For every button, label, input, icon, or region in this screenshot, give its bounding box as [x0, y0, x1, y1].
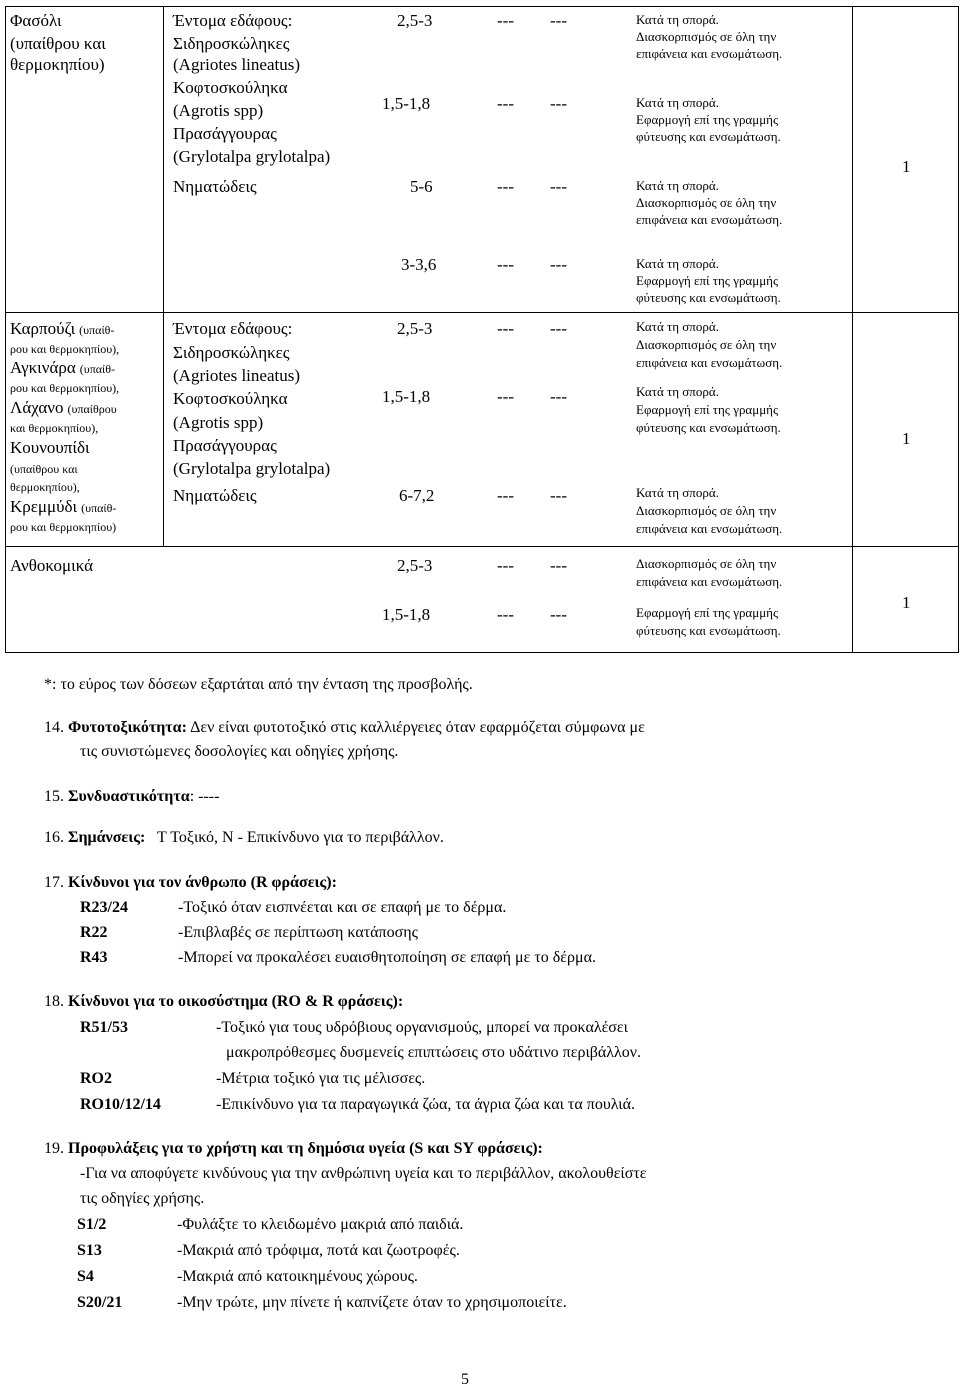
r-code: R51/53: [80, 1019, 128, 1036]
method-text: φύτευσης και ενσωμάτωση.: [636, 290, 781, 305]
table-col-divider: [163, 6, 164, 547]
section-19-title: Προφυλάξεις για το χρήστη και τη δημόσια υγεία (S και SY φράσεις):: [68, 1140, 543, 1157]
dose-dash: ---: [497, 486, 514, 505]
dose-dash: ---: [497, 605, 514, 624]
table-border-left: [5, 6, 6, 653]
method-text: φύτευσης και ενσωμάτωση.: [636, 129, 781, 144]
method-text: Εφαρμογή επί της γραμμής: [636, 112, 779, 127]
dose-dash: ---: [550, 319, 567, 338]
method-text: επιφάνεια και ενσωμάτωση.: [636, 46, 783, 61]
r-code: RO10/12/14: [80, 1096, 161, 1113]
method-text: Διασκορπισμός σε όλη την: [636, 503, 777, 518]
dose-value: 2,5-3: [397, 319, 433, 338]
r-code: R22: [80, 924, 108, 941]
crop-note: και θερμοκηπίου),: [10, 421, 99, 435]
pest-label: Πρασάγγουρας: [173, 124, 277, 143]
section-16-title: Σημάνσεις:: [68, 829, 146, 846]
method-text: Κατά τη σπορά.: [636, 384, 719, 399]
section-16: 16. Σημάνσεις: Τ Τοξικό, Ν - Επικίνδυνο για το περιβάλλον.: [44, 829, 444, 846]
table-row-divider: [5, 546, 959, 547]
dose-dash: ---: [497, 11, 514, 30]
section-18-title: Κίνδυνοι για το οικοσύστημα (RO & R φράσεις):: [68, 993, 404, 1010]
dose-value: 1,5-1,8: [382, 605, 431, 624]
method-text: Κατά τη σπορά.: [636, 12, 719, 27]
table-border-top: [5, 6, 959, 7]
dose-dash: ---: [550, 94, 567, 113]
pest-label: (Agrotis spp): [173, 101, 264, 120]
r-text: -Επικίνδυνο για τα παραγωγικά ζώα, τα άγρια ζώα και τα πουλιά.: [216, 1096, 635, 1113]
dose-dash: ---: [497, 255, 514, 274]
crop-name: Κρεμμύδι: [10, 497, 78, 516]
section-19-intro: -Για να αποφύγετε κινδύνους για την ανθρώπινη υγεία και το περιβάλλον, ακολουθείστε: [80, 1165, 647, 1182]
pest-label: Σιδηροσκώληκες: [173, 34, 290, 53]
dose-dash: ---: [550, 605, 567, 624]
r-code: R23/24: [80, 899, 128, 916]
crop-note: (υπαίθ-: [81, 501, 117, 515]
s-code: S1/2: [77, 1216, 107, 1233]
method-text: φύτευσης και ενσωμάτωση.: [636, 420, 781, 435]
crop-name: Κουνουπίδι: [10, 438, 90, 457]
crop-name: (υπαίθρου και: [10, 34, 106, 53]
section-15: 15. Συνδυαστικότητα: ----: [44, 788, 220, 805]
r-text: -Μπορεί να προκαλέσει ευαισθητοποίηση σε επαφή με το δέρμα.: [178, 949, 596, 966]
pest-label: Πρασάγγουρας: [173, 436, 277, 455]
method-text: επιφάνεια και ενσωμάτωση.: [636, 574, 783, 589]
dose-value: 6-7,2: [399, 486, 435, 505]
pest-label: (Agrotis spp): [173, 413, 264, 432]
dose-dash: ---: [497, 177, 514, 196]
pest-label: Έντομα εδάφους:: [173, 319, 293, 338]
dose-dash: ---: [550, 11, 567, 30]
r-text: -Τοξικό για τους υδρόβιους οργανισμούς, μπορεί να προκαλέσει: [216, 1019, 628, 1036]
count-value: 1: [902, 429, 911, 448]
dose-value: 3-3,6: [401, 255, 437, 274]
pest-label: Έντομα εδάφους:: [173, 11, 293, 30]
dose-value: 2,5-3: [397, 556, 433, 575]
dose-dash: ---: [497, 94, 514, 113]
dose-dash: ---: [550, 255, 567, 274]
crop-note: θερμοκηπίου),: [10, 480, 80, 494]
s-text: -Μην τρώτε, μην πίνετε ή καπνίζετε όταν το χρησιμοποιείτε.: [177, 1294, 567, 1311]
section-17: 17. Κίνδυνοι για τον άνθρωπο (R φράσεις):: [44, 874, 337, 891]
crop-name: Φασόλι: [10, 11, 62, 30]
method-text: Εφαρμογή επί της γραμμής: [636, 273, 779, 288]
section-17-title: Κίνδυνοι για τον άνθρωπο (R φράσεις):: [68, 874, 337, 891]
crop-note: (υπαίθρου και: [10, 462, 78, 476]
method-text: επιφάνεια και ενσωμάτωση.: [636, 355, 783, 370]
method-text: Διασκορπισμός σε όλη την: [636, 556, 777, 571]
crop-note: ρου και θερμοκηπίου),: [10, 381, 120, 395]
dose-dash: ---: [550, 387, 567, 406]
method-text: Κατά τη σπορά.: [636, 485, 719, 500]
crop-note: (υπαίθ-: [79, 323, 115, 337]
section-18: 18. Κίνδυνοι για το οικοσύστημα (RO & R φράσεις):: [44, 993, 404, 1010]
section-14-title: Φυτοτοξικότητα:: [68, 719, 187, 736]
s-code: S13: [77, 1242, 102, 1259]
crop-name: Λάχανο: [10, 398, 64, 417]
dose-value: 1,5-1,8: [382, 94, 431, 113]
section-14: 14. Φυτοτοξικότητα: Δεν είναι φυτοτοξικό στις καλλιέργειες όταν εφαρμόζεται σύμφωνα με: [44, 719, 645, 736]
crop-name: Ανθοκομικά: [10, 556, 94, 575]
crop-note: (υπαίθρου: [67, 402, 117, 416]
table-col-divider: [852, 6, 853, 653]
r-code: RO2: [80, 1070, 112, 1087]
dose-dash: ---: [550, 486, 567, 505]
table-row-divider: [5, 312, 959, 313]
count-value: 1: [902, 157, 911, 176]
dose-value: 2,5-3: [397, 11, 433, 30]
dose-dash: ---: [497, 387, 514, 406]
method-text: Διασκορπισμός σε όλη την: [636, 29, 777, 44]
crop-name: Καρπούζι: [10, 319, 76, 338]
r-text: -Επιβλαβές σε περίπτωση κατάποσης: [178, 924, 418, 941]
pest-label: (Agriotes lineatus): [173, 366, 300, 385]
dose-dash: ---: [550, 556, 567, 575]
s-text: -Μακριά από κατοικημένους χώρους.: [177, 1268, 418, 1285]
dose-dash: ---: [497, 319, 514, 338]
pest-label: Κοφτοσκούληκα: [173, 389, 288, 408]
crop-note: ρου και θερμοκηπίου),: [10, 342, 120, 356]
dose-value: 5-6: [410, 177, 433, 196]
method-text: Εφαρμογή επί της γραμμής: [636, 402, 779, 417]
r-text: μακροπρόθεσμες δυσμενείς επιπτώσεις στο υδάτινο περιβάλλον.: [226, 1044, 642, 1061]
pest-label: Κοφτοσκούληκα: [173, 78, 288, 97]
method-text: Κατά τη σπορά.: [636, 178, 719, 193]
footnote: *: το εύρος των δόσεων εξαρτάται από την ένταση της προσβολής.: [44, 676, 473, 693]
pest-label: (Agriotes lineatus): [173, 55, 300, 74]
pest-label: Σιδηροσκώληκες: [173, 343, 290, 362]
method-text: Κατά τη σπορά.: [636, 256, 719, 271]
s-code: S4: [77, 1268, 94, 1285]
r-text: -Τοξικό όταν εισπνέεται και σε επαφή με το δέρμα.: [178, 899, 507, 916]
crop-note: (υπαίθ-: [79, 362, 116, 376]
method-text: φύτευσης και ενσωμάτωση.: [636, 623, 781, 638]
section-15-title: Συνδυαστικότητα: [68, 788, 190, 805]
method-text: Κατά τη σπορά.: [636, 95, 719, 110]
table-border-bottom: [5, 652, 959, 653]
s-text: -Μακριά από τρόφιμα, ποτά και ζωοτροφές.: [177, 1242, 460, 1259]
crop-note: ρου και θερμοκηπίου): [10, 520, 117, 534]
r-code: R43: [80, 949, 108, 966]
section-19-intro: τις οδηγίες χρήσης.: [80, 1190, 205, 1207]
crop-name: θερμοκηπίου): [10, 55, 105, 74]
crop-name: Αγκινάρα: [10, 358, 76, 377]
dose-dash: ---: [497, 556, 514, 575]
method-text: επιφάνεια και ενσωμάτωση.: [636, 521, 783, 536]
pest-label: (Grylotalpa grylotalpa): [173, 459, 331, 478]
dose-dash: ---: [550, 177, 567, 196]
section-14-text: τις συνιστώμενες δοσολογίες και οδηγίες χρήσης.: [80, 743, 399, 760]
s-code: S20/21: [77, 1294, 123, 1311]
table-border-right: [958, 6, 959, 653]
method-text: επιφάνεια και ενσωμάτωση.: [636, 212, 783, 227]
nematodes-label: Νηματώδεις: [173, 486, 257, 505]
method-text: Κατά τη σπορά.: [636, 319, 719, 334]
pest-label: (Grylotalpa grylotalpa): [173, 147, 331, 166]
nematodes-label: Νηματώδεις: [173, 177, 257, 196]
page-number: 5: [461, 1371, 469, 1388]
method-text: Διασκορπισμός σε όλη την: [636, 195, 777, 210]
s-text: -Φυλάξτε το κλειδωμένο μακριά από παιδιά.: [177, 1216, 464, 1233]
method-text: Εφαρμογή επί της γραμμής: [636, 605, 779, 620]
count-value: 1: [902, 593, 911, 612]
r-text: -Μέτρια τοξικό για τις μέλισσες.: [216, 1070, 426, 1087]
method-text: Διασκορπισμός σε όλη την: [636, 337, 777, 352]
section-19: 19. Προφυλάξεις για το χρήστη και τη δημόσια υγεία (S και SY φράσεις):: [44, 1140, 543, 1157]
dose-value: 1,5-1,8: [382, 387, 431, 406]
